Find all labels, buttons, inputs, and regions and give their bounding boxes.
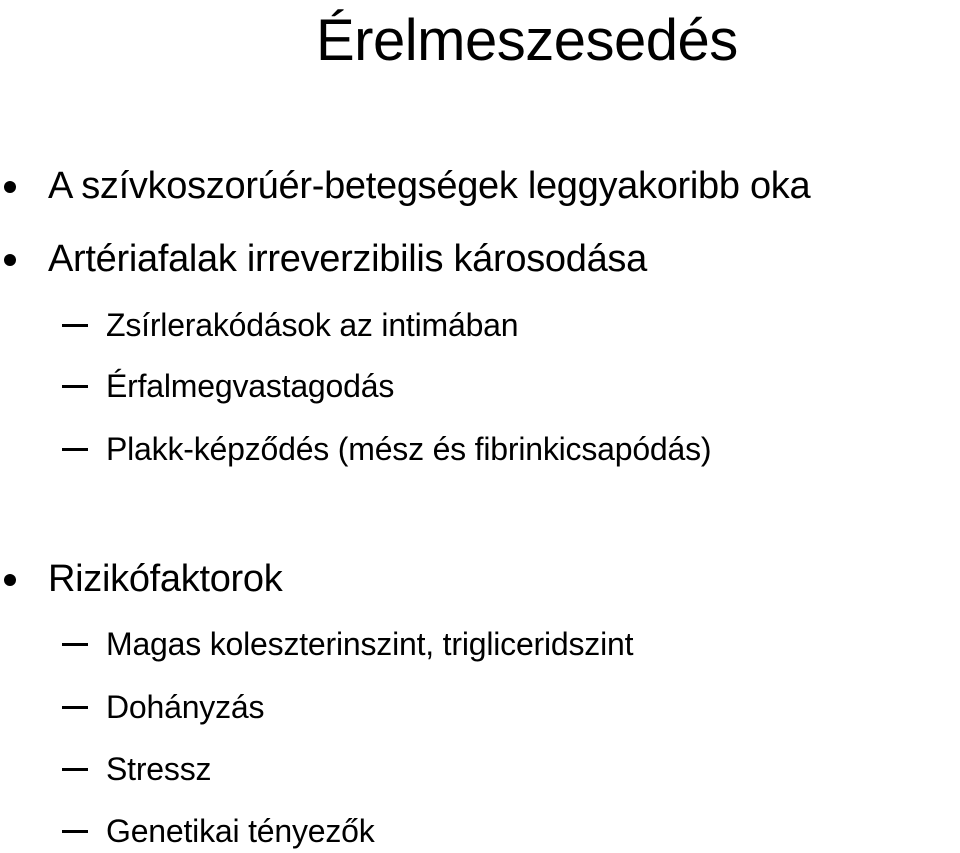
dash-icon [62, 706, 88, 709]
dash-icon [62, 768, 88, 771]
dash-icon [62, 448, 88, 451]
bullet-dot-icon [4, 181, 16, 193]
sub-item-text: Genetikai tényezők [106, 813, 375, 849]
sub-item-text: Plakk-képződés (mész és fibrinkicsapódás) [106, 431, 712, 467]
sub-item-text: Stressz [106, 751, 212, 787]
bullet-text: Rizikófaktorok [48, 558, 283, 600]
bullet-dot-icon [4, 574, 16, 586]
sub-item-text: Zsírlerakódások az intimában [106, 307, 519, 343]
dash-icon [62, 643, 88, 646]
sub-item-text: Érfalmegvastagodás [106, 368, 395, 404]
sub-item-text: Dohányzás [106, 689, 265, 725]
bullet-text: Artériafalak irreverzibilis károsodása [48, 238, 647, 280]
dash-icon [62, 324, 88, 327]
dash-icon [62, 385, 88, 388]
sub-item-text: Magas koleszterinszint, trigliceridszint [106, 626, 634, 662]
dash-icon [62, 830, 88, 833]
bullet-text: A szívkoszorúér-betegségek leggyakoribb oka [48, 165, 811, 207]
slide-title: Érelmeszesedés [316, 8, 738, 73]
bullet-dot-icon [4, 254, 16, 266]
